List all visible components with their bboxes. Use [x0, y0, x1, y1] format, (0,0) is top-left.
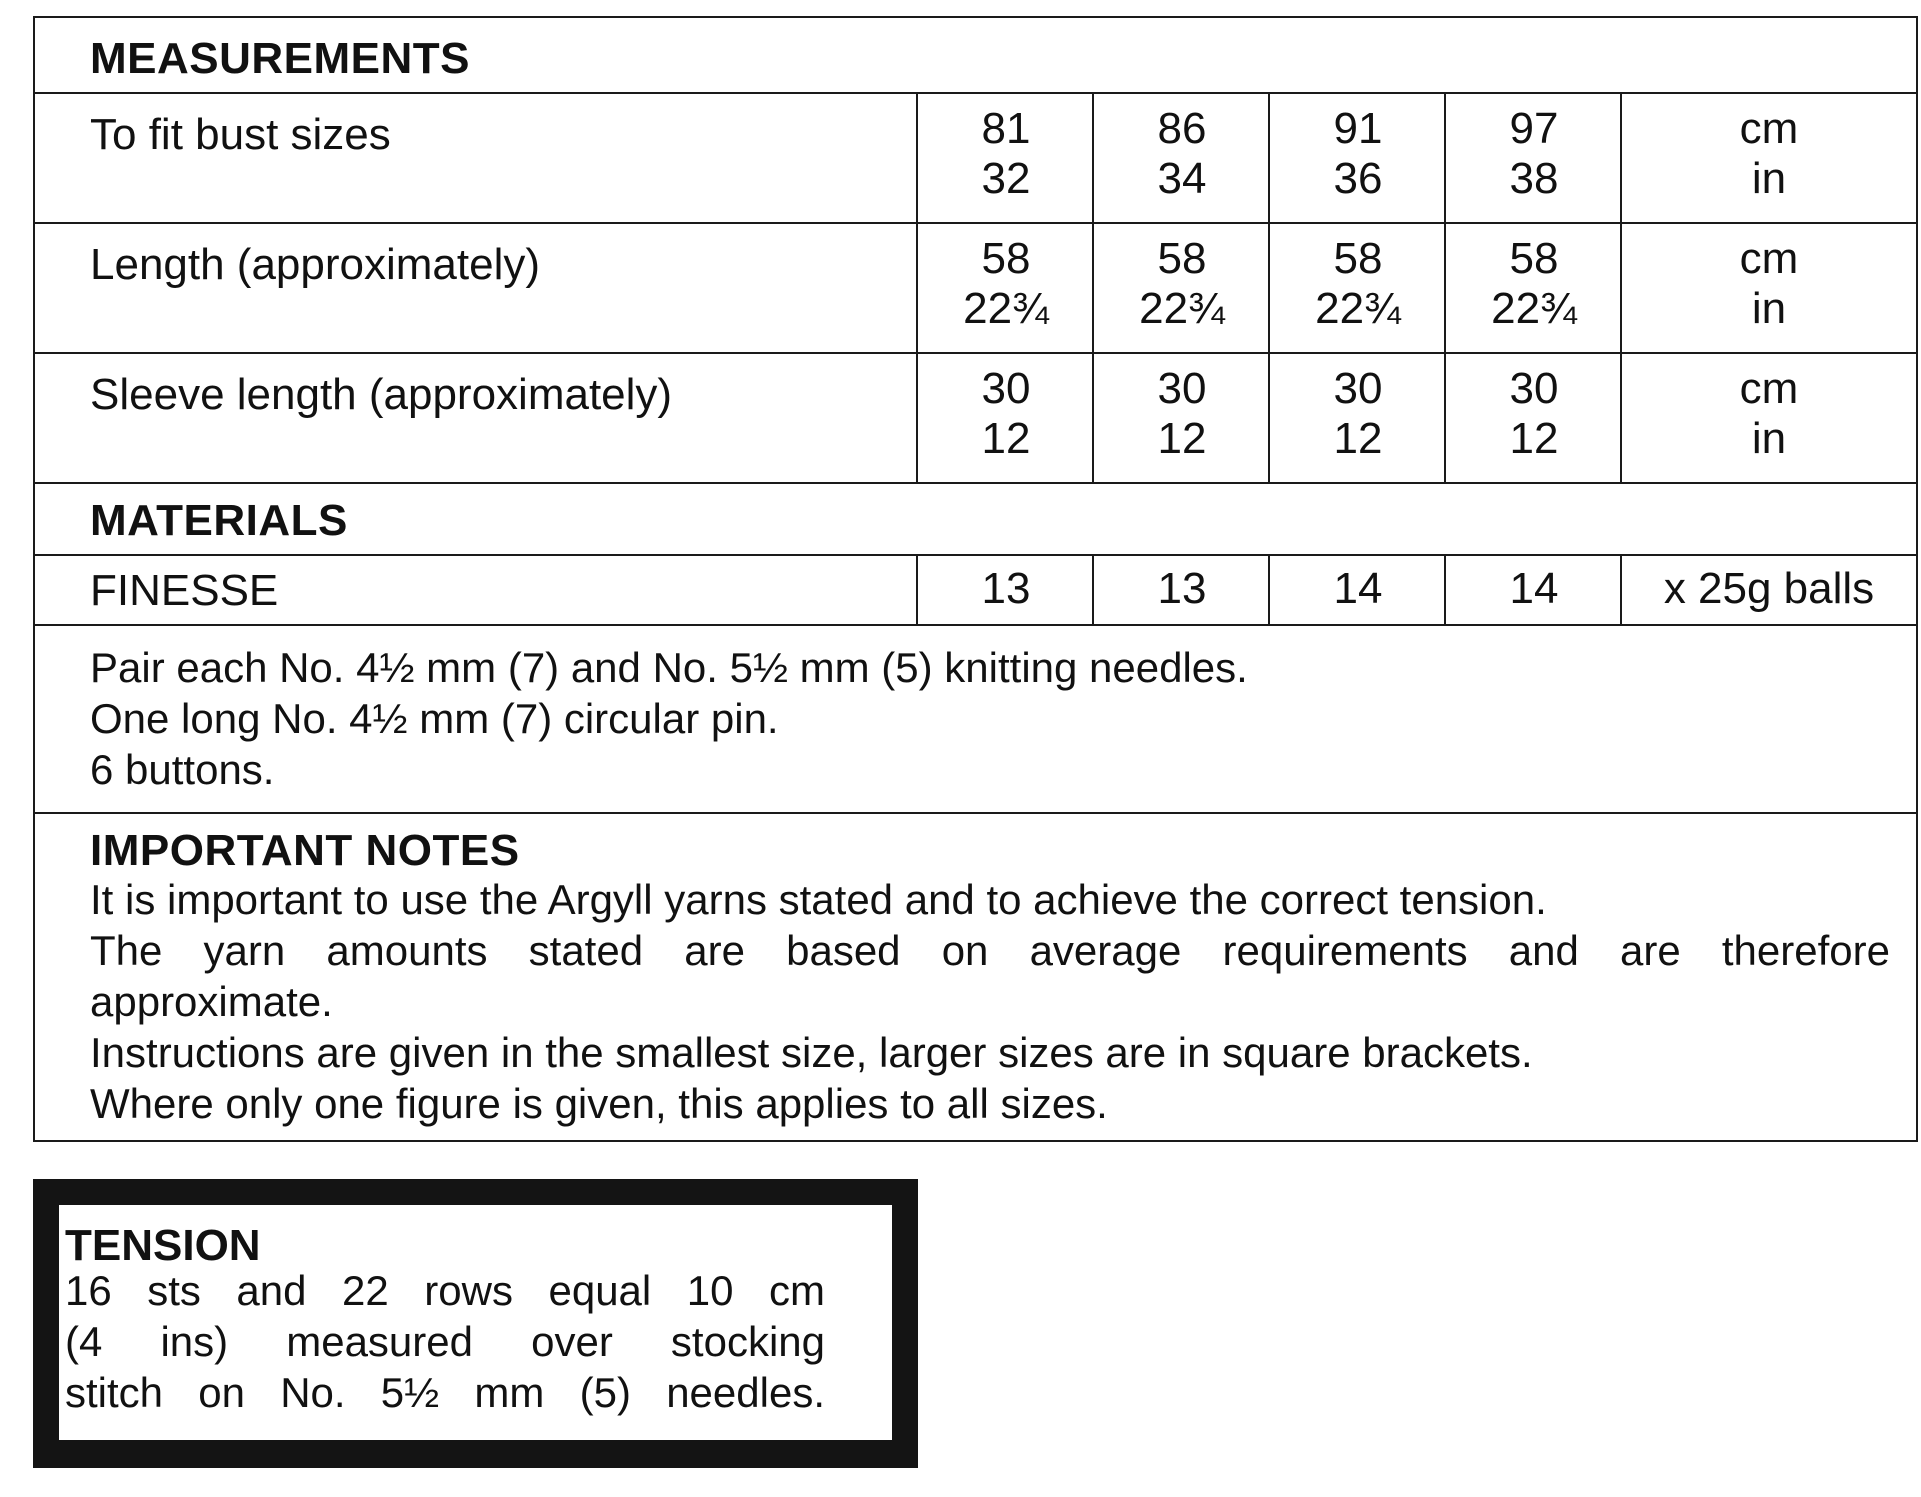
size-cell: 58 22¾ [1315, 234, 1401, 333]
needles-line: Pair each No. 4½ mm (7) and No. 5½ mm (5) knitting needles. [90, 644, 1248, 691]
size-cell: 86 34 [1157, 104, 1207, 203]
yarn-amount-cell: 14 [1509, 564, 1559, 613]
size-cell: 91 36 [1333, 104, 1383, 203]
materials-heading: MATERIALS [90, 496, 348, 545]
size-cell: 58 22¾ [1139, 234, 1225, 333]
row-label-sleeve: Sleeve length (approximately) [90, 370, 673, 419]
tension-line: 16 sts and 22 rows equal 10 cm [65, 1267, 825, 1314]
row-label-bust: To fit bust sizes [90, 110, 391, 159]
rule [35, 482, 1916, 484]
tension-line: (4 ins) measured over stocking [65, 1318, 825, 1365]
size-cell: 30 12 [1157, 364, 1207, 463]
notes-line: The yarn amounts stated are based on average requirements and are therefore [90, 927, 1890, 974]
size-cell: 30 12 [1509, 364, 1559, 463]
size-cell: 58 22¾ [1491, 234, 1577, 333]
yarn-amount-cell: 13 [1157, 564, 1207, 613]
circular-pin-line: One long No. 4½ mm (7) circular pin. [90, 695, 779, 742]
buttons-line: 6 buttons. [90, 746, 275, 793]
size-cell: 30 12 [981, 364, 1031, 463]
measurements-heading: MEASUREMENTS [90, 34, 471, 83]
size-cell: 30 12 [1333, 364, 1383, 463]
notes-line: Instructions are given in the smallest size, larger sizes are in square brackets. [90, 1029, 1533, 1076]
notes-line: Where only one figure is given, this applies to all sizes. [90, 1080, 1108, 1127]
rule [35, 222, 1916, 224]
size-cell: 81 32 [981, 104, 1031, 203]
yarn-label: FINESSE [90, 566, 279, 615]
row-label-length: Length (approximately) [90, 240, 541, 289]
yarn-unit-cell: x 25g balls [1663, 564, 1875, 613]
tension-text [65, 1265, 825, 1418]
unit-cell: cm in [1739, 234, 1799, 333]
notes-text [90, 874, 1890, 1129]
rule [35, 812, 1916, 814]
yarn-amount-cell: 13 [981, 564, 1031, 613]
size-cell: 58 22¾ [963, 234, 1049, 333]
rule [35, 624, 1916, 626]
rule [35, 352, 1916, 354]
size-cell: 97 38 [1509, 104, 1559, 203]
unit-cell: cm in [1739, 104, 1799, 203]
notes-line: approximate. [90, 978, 333, 1025]
rule [35, 92, 1916, 94]
tension-box [33, 1179, 918, 1468]
unit-cell: cm in [1739, 364, 1799, 463]
yarn-amount-cell: 14 [1333, 564, 1383, 613]
tension-heading: TENSION [65, 1221, 261, 1270]
tension-line: stitch on No. 5½ mm (5) needles. [65, 1369, 825, 1416]
notes-line: It is important to use the Argyll yarns stated and to achieve the correct tension. [90, 876, 1547, 923]
measurements-materials-table [33, 16, 1918, 1142]
notes-heading: IMPORTANT NOTES [90, 826, 520, 875]
rule [35, 554, 1916, 556]
materials-list [90, 642, 1248, 795]
